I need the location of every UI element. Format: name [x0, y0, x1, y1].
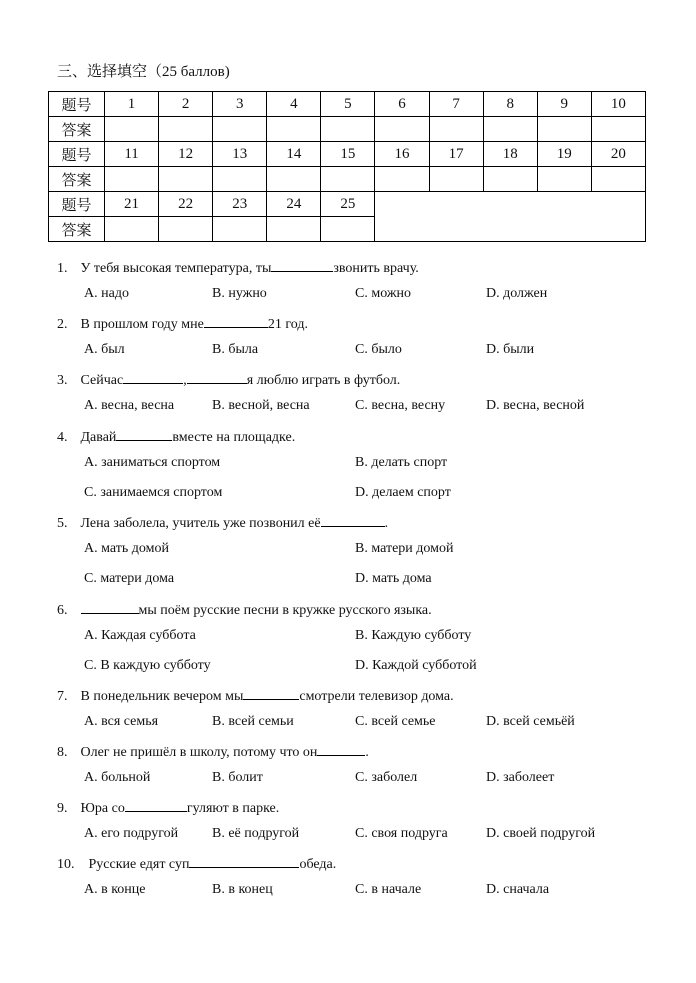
option-d[interactable]: D. Каждой субботой — [355, 658, 477, 673]
option-d[interactable]: D. сначала — [486, 882, 550, 897]
num-cell: 20 — [591, 142, 645, 167]
option-a[interactable]: A. Каждая суббота — [84, 628, 196, 643]
option-c[interactable]: C. можно — [355, 286, 412, 301]
question-text: В понедельник вечером мы — [80, 689, 244, 704]
answer-cell[interactable] — [375, 167, 429, 192]
num-label: 题号 — [49, 92, 105, 117]
question-8 — [57, 742, 369, 761]
question-4 — [57, 427, 295, 446]
question-number: 3. — [57, 373, 68, 388]
option-c[interactable]: C. заболел — [355, 770, 418, 785]
question-number: 1. — [57, 261, 68, 276]
answer-cell[interactable] — [213, 117, 267, 142]
question-text: Давай — [80, 430, 117, 445]
question-number: 5. — [57, 516, 68, 531]
option-a[interactable]: A. мать домой — [84, 541, 169, 556]
option-a[interactable]: A. был — [84, 342, 125, 357]
answer-blank[interactable] — [187, 370, 247, 384]
answer-cell[interactable] — [267, 167, 321, 192]
question-text: Русские едят суп — [88, 857, 190, 872]
answer-blank[interactable] — [116, 427, 172, 441]
option-c[interactable]: C. своя подруга — [355, 826, 448, 841]
question-number: 4. — [57, 430, 68, 445]
num-cell: 12 — [159, 142, 213, 167]
answer-cell[interactable] — [321, 217, 375, 242]
num-cell: 6 — [375, 92, 429, 117]
ans-label: 答案 — [49, 217, 105, 242]
num-cell: 8 — [483, 92, 537, 117]
num-cell: 16 — [375, 142, 429, 167]
num-cell: 25 — [321, 192, 375, 217]
num-cell: 2 — [159, 92, 213, 117]
num-cell: 23 — [213, 192, 267, 217]
question-1 — [57, 258, 419, 277]
answer-table — [48, 91, 646, 242]
answer-blank[interactable] — [271, 258, 333, 272]
question-text: 21 год. — [267, 317, 308, 332]
question-text: мы поём русские песни в кружке русского языка. — [138, 603, 432, 618]
num-label: 题号 — [49, 142, 105, 167]
ans-label: 答案 — [49, 167, 105, 192]
question-6 — [57, 600, 432, 619]
question-text: Юра со — [80, 801, 125, 816]
ans-label: 答案 — [49, 117, 105, 142]
option-d[interactable]: D. делаем спорт — [355, 485, 451, 500]
answer-cell[interactable] — [105, 217, 159, 242]
num-label: 题号 — [49, 192, 105, 217]
answer-blank[interactable] — [243, 686, 299, 700]
num-cell: 7 — [429, 92, 483, 117]
option-b[interactable]: B. в конец — [212, 882, 273, 897]
answer-cell[interactable] — [321, 117, 375, 142]
table-row — [49, 92, 646, 117]
table-row — [49, 142, 646, 167]
option-d[interactable]: D. весна, весной — [486, 398, 585, 413]
num-cell: 4 — [267, 92, 321, 117]
option-c[interactable]: C. всей семье — [355, 714, 436, 729]
option-c[interactable]: C. В каждую субботу — [84, 658, 211, 673]
answer-blank[interactable] — [81, 600, 139, 614]
question-number: 9. — [57, 801, 68, 816]
answer-cell[interactable] — [321, 167, 375, 192]
answer-blank[interactable] — [321, 513, 385, 527]
question-text: обеда. — [299, 857, 337, 872]
question-text: Олег не пришёл в школу, потому что он — [80, 745, 318, 760]
question-number: 8. — [57, 745, 68, 760]
option-a[interactable]: A. в конце — [84, 882, 146, 897]
question-text: У тебя высокая температура, ты — [80, 261, 272, 276]
option-b[interactable]: B. всей семьи — [212, 714, 294, 729]
option-d[interactable]: D. заболеет — [486, 770, 555, 785]
num-cell: 14 — [267, 142, 321, 167]
option-c[interactable]: C. было — [355, 342, 402, 357]
table-row — [49, 117, 646, 142]
answer-cell[interactable] — [429, 167, 483, 192]
answer-cell[interactable] — [267, 217, 321, 242]
section-title: 三、选择填空（25 баллов) — [57, 64, 230, 80]
question-10 — [57, 854, 336, 873]
question-text: гуляют в парке. — [186, 801, 280, 816]
question-5 — [57, 513, 388, 532]
num-cell: 1 — [105, 92, 159, 117]
option-d[interactable]: D. своей подругой — [486, 826, 596, 841]
option-b[interactable]: B. болит — [212, 770, 263, 785]
option-d[interactable]: D. всей семьёй — [486, 714, 575, 729]
num-cell: 13 — [213, 142, 267, 167]
option-a[interactable]: A. вся семья — [84, 714, 159, 729]
answer-cell[interactable] — [105, 167, 159, 192]
option-a[interactable]: A. надо — [84, 286, 129, 301]
option-a[interactable]: A. заниматься спортом — [84, 455, 221, 470]
num-cell: 11 — [105, 142, 159, 167]
answer-cell[interactable] — [159, 217, 213, 242]
answer-cell[interactable] — [591, 117, 645, 142]
option-b[interactable]: B. Каждую субботу — [355, 628, 472, 643]
table-row — [49, 167, 646, 192]
num-cell: 17 — [429, 142, 483, 167]
num-cell: 9 — [537, 92, 591, 117]
option-c[interactable]: C. в начале — [355, 882, 422, 897]
question-text: смотрели телевизор дома. — [299, 689, 454, 704]
answer-cell[interactable] — [591, 167, 645, 192]
option-b[interactable]: B. её подругой — [212, 826, 300, 841]
answer-cell[interactable] — [159, 117, 213, 142]
option-d[interactable]: D. были — [486, 342, 535, 357]
option-c[interactable]: C. занимаемся спортом — [84, 485, 223, 500]
answer-cell[interactable] — [429, 117, 483, 142]
question-number: 6. — [57, 603, 68, 618]
option-b[interactable]: B. нужно — [212, 286, 267, 301]
question-2 — [57, 314, 308, 333]
num-cell: 19 — [537, 142, 591, 167]
question-number: 7. — [57, 689, 68, 704]
answer-cell[interactable] — [267, 117, 321, 142]
answer-blank[interactable] — [317, 742, 365, 756]
option-b[interactable]: B. делать спорт — [355, 455, 448, 470]
answer-cell[interactable] — [213, 167, 267, 192]
answer-cell[interactable] — [375, 117, 429, 142]
question-7 — [57, 686, 454, 705]
answer-cell[interactable] — [537, 117, 591, 142]
question-text: . — [365, 745, 369, 760]
option-a[interactable]: A. весна, весна — [84, 398, 175, 413]
option-c[interactable]: C. весна, весну — [355, 398, 446, 413]
option-b[interactable]: B. весной, весна — [212, 398, 310, 413]
table-row — [49, 192, 646, 217]
answer-cell[interactable] — [159, 167, 213, 192]
answer-blank[interactable] — [204, 314, 268, 328]
option-a[interactable]: A. больной — [84, 770, 151, 785]
question-number: 2. — [57, 317, 68, 332]
num-cell: 10 — [591, 92, 645, 117]
answer-cell[interactable] — [105, 117, 159, 142]
answer-blank[interactable] — [189, 854, 299, 868]
question-number: 10. — [57, 857, 75, 872]
answer-cell[interactable] — [483, 117, 537, 142]
question-9 — [57, 798, 279, 817]
num-cell: 21 — [105, 192, 159, 217]
option-b[interactable]: B. матери домой — [355, 541, 454, 556]
question-text: Сейчас — [80, 373, 124, 388]
num-cell: 18 — [483, 142, 537, 167]
question-text: я люблю играть в футбол. — [246, 373, 401, 388]
answer-cell[interactable] — [537, 167, 591, 192]
num-cell: 15 — [321, 142, 375, 167]
answer-cell[interactable] — [483, 167, 537, 192]
empty-block — [375, 192, 646, 242]
option-c[interactable]: C. матери дома — [84, 571, 175, 586]
num-cell: 22 — [159, 192, 213, 217]
answer-blank[interactable] — [123, 370, 183, 384]
num-cell: 24 — [267, 192, 321, 217]
question-text: В прошлом году мне — [80, 317, 204, 332]
num-cell: 5 — [321, 92, 375, 117]
num-cell: 3 — [213, 92, 267, 117]
question-text: звонить врачу. — [333, 261, 419, 276]
question-3 — [57, 370, 400, 389]
answer-blank[interactable] — [125, 798, 187, 812]
option-d[interactable]: D. должен — [486, 286, 548, 301]
option-a[interactable]: A. его подругой — [84, 826, 179, 841]
question-text: вместе на площадке. — [172, 430, 296, 445]
question-text: Лена заболела, учитель уже позвонил её — [80, 516, 321, 531]
answer-cell[interactable] — [213, 217, 267, 242]
question-text: . — [384, 516, 389, 531]
option-d[interactable]: D. мать дома — [355, 571, 432, 586]
option-b[interactable]: B. была — [212, 342, 259, 357]
question-text: , — [183, 373, 187, 388]
